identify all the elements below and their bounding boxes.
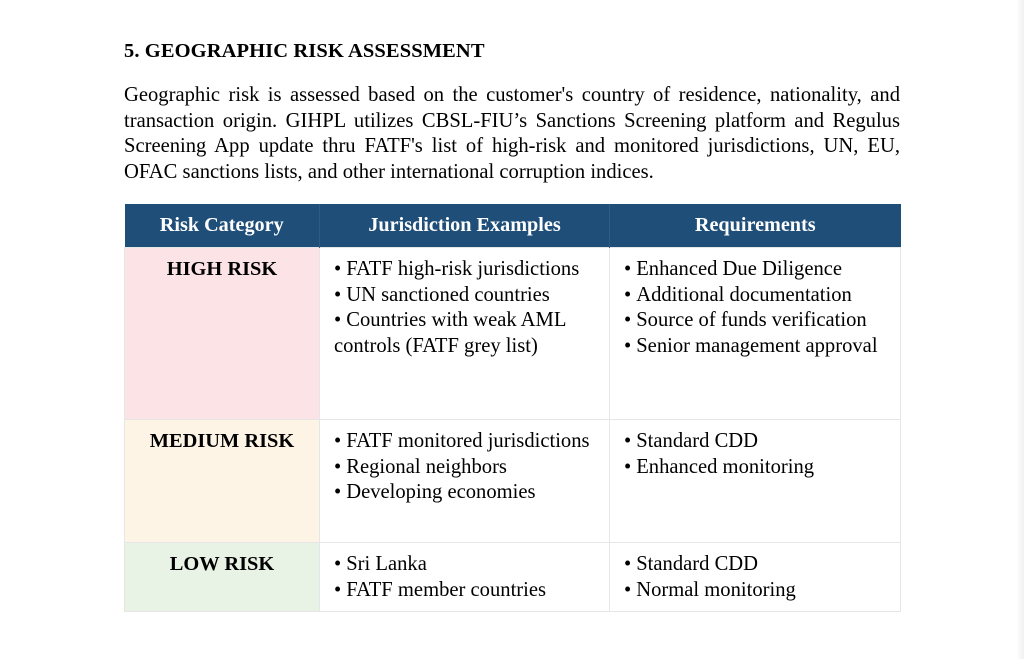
item-text: FATF member countries (346, 578, 547, 601)
geographic-risk-table (124, 204, 901, 612)
bullet-icon: • (334, 578, 342, 601)
item-text: Normal monitoring (636, 578, 796, 601)
requirements-cell (610, 420, 901, 543)
list-item (624, 578, 900, 604)
list-item (624, 308, 900, 334)
bullet-icon: • (624, 309, 632, 332)
item-text: Source of funds verification (636, 309, 867, 332)
header-requirements: Requirements (610, 204, 901, 248)
intro-paragraph: Geographic risk is assessed based on the customer's country of residence, nationality, and transaction origin. GIHPL utilizes CBSL-FIU’s Sanctions Screening platform and Regulus Screening App update thru FATF's list of high-risk and monitored jurisdictions, UN, EU, OFAC sanctions lists, and other international corruption indices. (124, 84, 900, 183)
list-item (624, 334, 900, 360)
item-text: Developing economies (346, 481, 536, 504)
jurisdiction-examples-cell (320, 420, 610, 543)
item-text: Standard CDD (636, 553, 759, 575)
table-row-medium-risk (125, 420, 901, 543)
requirements-cell (610, 543, 901, 612)
list-item (334, 257, 609, 283)
bullet-icon: • (334, 553, 342, 575)
list-item (334, 455, 609, 481)
table-row-low-risk (125, 543, 901, 612)
page-edge (1018, 0, 1024, 659)
risk-category-cell: HIGH RISK (125, 248, 320, 420)
table-row-high-risk (125, 248, 901, 420)
bullet-icon: • (624, 455, 632, 478)
item-text: FATF monitored jurisdictions (346, 430, 590, 452)
bullet-icon: • (624, 578, 632, 601)
list-item (334, 480, 609, 506)
item-text: UN sanctioned countries (346, 283, 550, 306)
list-item (624, 552, 900, 578)
bullet-icon: • (624, 258, 632, 280)
bullet-icon: • (334, 283, 342, 306)
list-item (624, 429, 900, 455)
risk-category-cell: LOW RISK (125, 543, 320, 612)
item-text: Additional documentation (636, 283, 852, 306)
item-text: Enhanced monitoring (636, 455, 815, 478)
bullet-icon: • (334, 309, 342, 332)
bullet-icon: • (624, 430, 632, 452)
item-text: Sri Lanka (346, 553, 427, 575)
bullet-icon: • (334, 455, 342, 478)
header-risk-category: Risk Category (125, 204, 320, 248)
bullet-icon: • (334, 258, 342, 280)
bullet-icon: • (334, 430, 342, 452)
list-item (624, 283, 900, 309)
bullet-icon: • (624, 283, 632, 306)
item-text: Standard CDD (636, 430, 759, 452)
item-text: Countries with weak AML controls (FATF grey list) (334, 309, 566, 357)
bullet-icon: • (624, 334, 632, 357)
jurisdiction-examples-cell (320, 543, 610, 612)
list-item (334, 283, 609, 309)
item-text: FATF high-risk jurisdictions (346, 258, 580, 280)
item-text: Enhanced Due Diligence (636, 258, 843, 280)
requirements-cell (610, 248, 901, 420)
item-text: Regional neighbors (346, 455, 507, 478)
list-item (624, 257, 900, 283)
header-jurisdiction-examples: Jurisdiction Examples (320, 204, 610, 248)
table-header-row (125, 204, 901, 248)
item-text: Senior management approval (636, 334, 878, 357)
list-item (334, 552, 609, 578)
risk-category-cell: MEDIUM RISK (125, 420, 320, 543)
bullet-icon: • (334, 481, 342, 504)
list-item (624, 455, 900, 481)
bullet-icon: • (624, 553, 632, 575)
list-item (334, 308, 609, 359)
jurisdiction-examples-cell (320, 248, 610, 420)
list-item (334, 578, 609, 604)
section-title: 5. GEOGRAPHIC RISK ASSESSMENT (124, 40, 485, 62)
list-item (334, 429, 609, 455)
